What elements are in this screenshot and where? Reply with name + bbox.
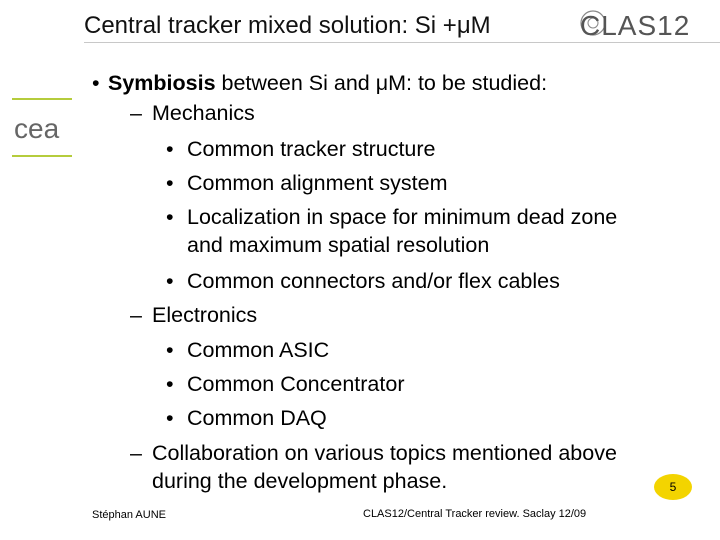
collaboration-text: Collaboration on various topics mentioned above	[152, 441, 617, 465]
main-bullet-bold: Symbiosis	[108, 71, 216, 95]
bullet-icon: •	[166, 269, 174, 293]
mechanics-item: Common tracker structure	[187, 137, 436, 161]
dash-icon: –	[130, 303, 142, 327]
bullet-icon: •	[166, 205, 174, 229]
main-bullet-rest: between Si and μM: to be studied:	[215, 71, 548, 95]
bullet-icon: •	[166, 137, 174, 161]
bullet-icon: •	[166, 171, 174, 195]
clas12-logo	[572, 6, 702, 42]
bullet-icon: •	[166, 338, 174, 362]
slide-title: Central tracker mixed solution: Si +μM	[84, 12, 491, 39]
mechanics-item: Common connectors and/or flex cables	[187, 269, 560, 293]
mechanics-item: Localization in space for minimum dead zone	[187, 205, 618, 229]
electronics-item: Common ASIC	[187, 338, 330, 362]
dash-icon: –	[130, 441, 142, 465]
page-number-badge: 5	[654, 474, 692, 500]
collaboration-text-continuation: during the development phase.	[152, 469, 448, 493]
footer-author: Stéphan AUNE	[92, 509, 166, 521]
electronics-heading: Electronics	[152, 303, 258, 327]
mechanics-heading: Mechanics	[152, 101, 255, 125]
dash-icon: –	[130, 101, 142, 125]
electronics-item: Common DAQ	[187, 406, 327, 430]
mechanics-item: Common alignment system	[187, 171, 448, 195]
cea-logo	[12, 98, 72, 158]
cea-logo-text: cea	[14, 113, 60, 144]
clas12-logo-text: CLAS12	[580, 10, 691, 41]
bullet-icon: •	[92, 71, 100, 95]
main-bullet-text	[108, 71, 547, 95]
footer-event: CLAS12/Central Tracker review. Saclay 12/09	[363, 508, 587, 520]
electronics-item: Common Concentrator	[187, 372, 405, 396]
bullet-icon: •	[166, 372, 174, 396]
bullet-icon: •	[166, 406, 174, 430]
title-divider	[84, 42, 720, 43]
mechanics-item-continuation: and maximum spatial resolution	[187, 233, 490, 257]
